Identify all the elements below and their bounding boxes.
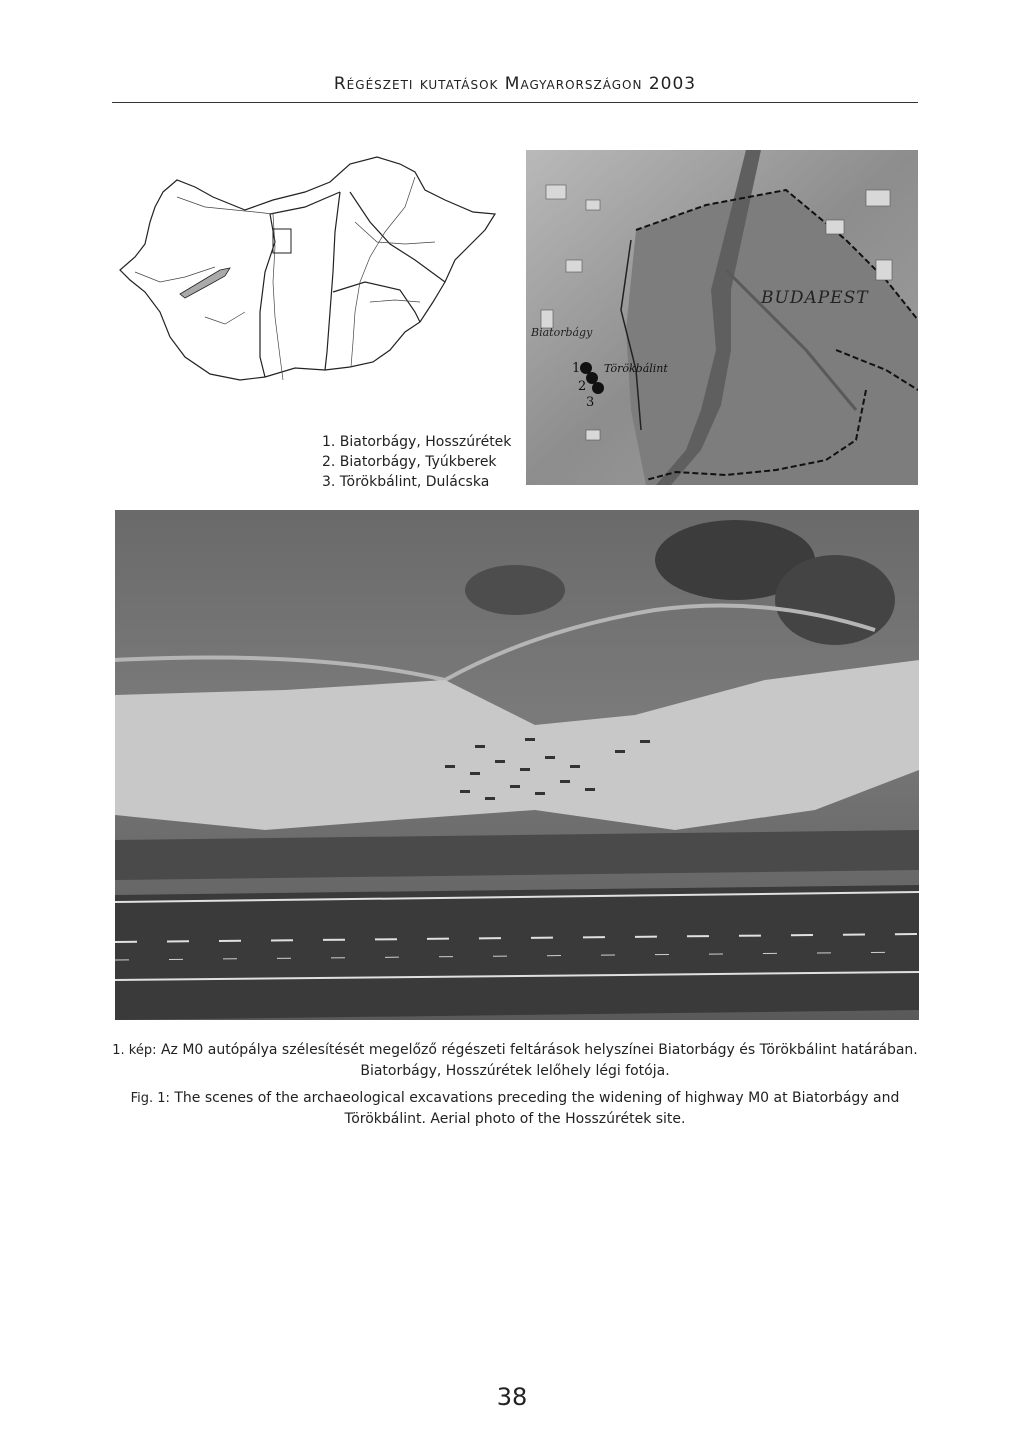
site-label: 2 — [578, 379, 587, 394]
caption-label: Fig. 1: — [130, 1091, 170, 1106]
site-marker — [586, 372, 598, 384]
city-label: BUDAPEST — [761, 288, 869, 308]
river — [355, 222, 435, 244]
river — [205, 312, 245, 324]
river — [370, 300, 420, 302]
running-header: Régészeti kutatások Magyarországon 2003 — [333, 74, 697, 94]
county-line — [350, 192, 445, 282]
page-number: 38 — [496, 1383, 528, 1411]
site-label: 1 — [572, 361, 581, 376]
tree-cluster — [775, 555, 895, 645]
caption-english — [112, 1088, 918, 1129]
country-border — [120, 157, 495, 380]
legend-item: 3. Törökbálint, Dulácska — [322, 474, 490, 490]
town-label: Törökbálint — [604, 362, 668, 375]
header-rule — [112, 102, 918, 103]
caption-label: 1. kép: — [112, 1043, 157, 1058]
highway — [115, 885, 919, 1020]
site-marker — [580, 362, 592, 374]
county-line — [333, 282, 420, 322]
county-line — [325, 192, 340, 370]
legend-item: 1. Biatorbágy, Hosszúrétek — [322, 434, 512, 450]
site-legend — [322, 432, 511, 492]
site-marker — [592, 382, 604, 394]
caption-text: The scenes of the archaeological excavations preceding the widening of highway M0 at Biatorbágy and Törökbálint. Aerial photo of the Hosszúrétek site. — [174, 1090, 900, 1127]
inset-location-map — [526, 150, 918, 485]
aerial-photo — [115, 510, 919, 1020]
river-tisza — [351, 177, 415, 367]
tree-cluster — [465, 565, 565, 615]
site-label: 3 — [586, 395, 595, 410]
caption-text: Az M0 autópálya szélesítését megelőző régészeti feltárások helyszínei Biatorbágy és Törökbálint határában. Biatorbágy, Hosszúrétek lelőhely légi fotója. — [160, 1042, 918, 1079]
legend-item: 2. Biatorbágy, Tyúkberek — [322, 454, 497, 470]
caption-hungarian — [112, 1040, 918, 1081]
town-label: Biatorbágy — [531, 326, 593, 339]
lake-balaton — [180, 268, 230, 298]
county-line — [270, 192, 340, 214]
hungary-outline-map — [115, 152, 510, 392]
study-area-box — [273, 229, 291, 253]
